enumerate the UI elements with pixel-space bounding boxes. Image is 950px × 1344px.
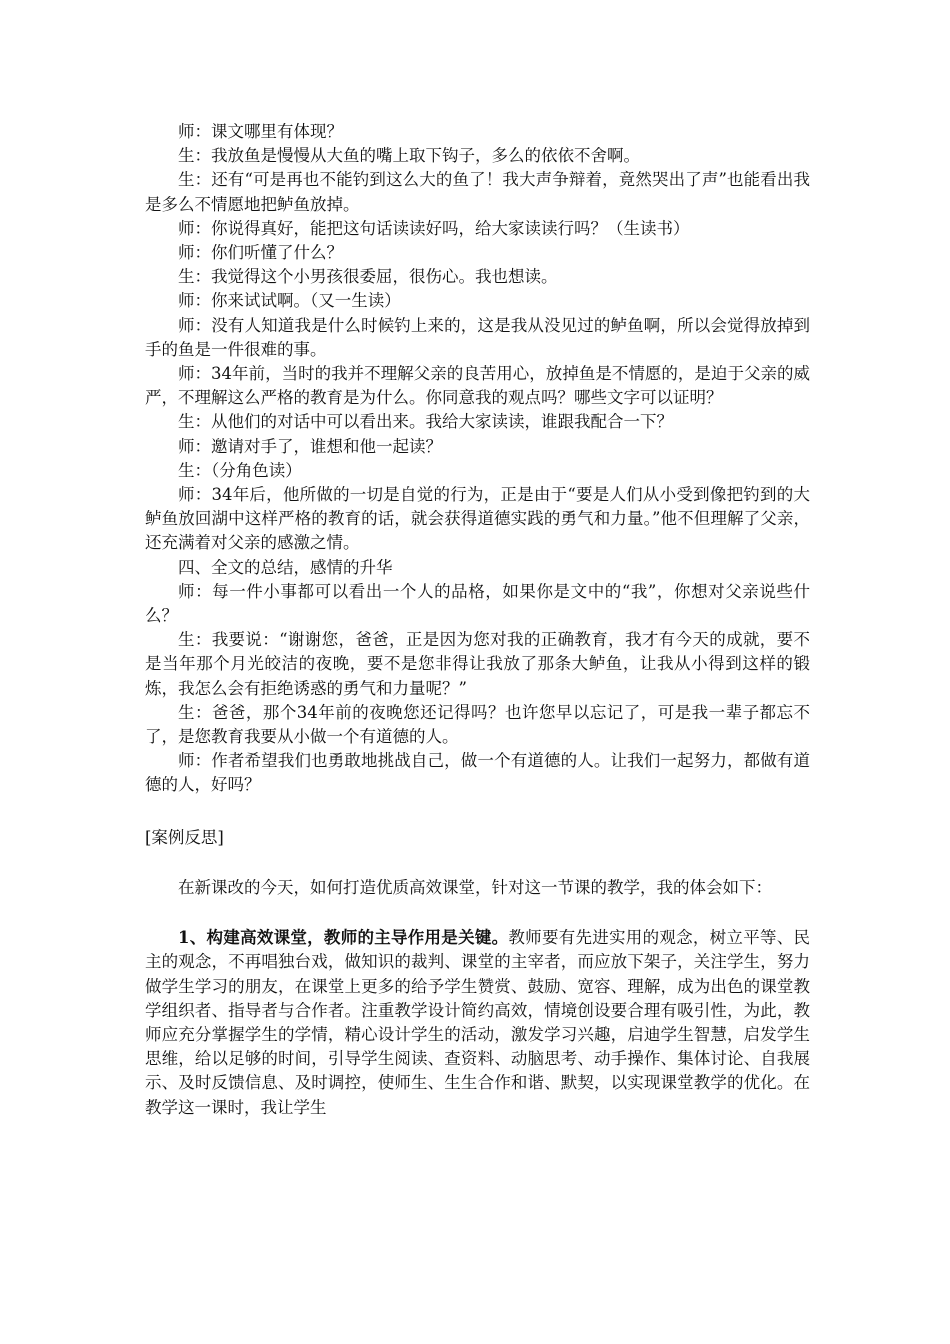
point-1-text: 教师要有先进实用的观念，树立平等、民主的观念，不再唱独台戏，做知识的裁判、课堂的主宰者，而应放下架子，关注学生，努力做学生学习的朋友，在课堂上更多的给予学生赞赏、鼓励、宽容、理解，成为出色的课堂教学组织者、指导者与合作者。注重教学设计简约高效，情境创设要合理有吸引性，为此，教师应充分掌握学生的学情，精心设计学生的活动，激发学习兴趣，启迪学生智慧，启发学生思维，给以足够的时间，引导学生阅读、查资料、动脑思考、动手操作、集体讨论、自我展示、及时反馈信息、及时调控，使师生、生生合作和谐、默契，以实现课堂教学的优化。在教学这一课时，我让学生 xyxy=(145,928,811,1117)
point-1-title: 1、构建高效课堂，教师的主导作用是关键。 xyxy=(178,928,509,948)
paragraph: 师：没有人知道我是什么时候钓上来的，这是我从没见过的鲈鱼啊，所以会觉得放掉到手的鱼是一件很难的事。 xyxy=(145,315,810,359)
document-page xyxy=(145,120,810,1120)
paragraph: 师：你们听懂了什么？ xyxy=(178,243,343,263)
case-reflection-heading: [案例反思] xyxy=(145,827,224,847)
paragraph: 师：你说得真好，能把这句话读读好吗，给大家读读行吗？（生读书） xyxy=(178,218,690,238)
paragraph: 师：每一件小事都可以看出一个人的品格，如果你是文中的“我”，你想对父亲说些什么？ xyxy=(145,581,810,626)
paragraph: 师：作者希望我们也勇敢地挑战自己，做一个有道德的人。让我们一起努力，都做有道德的人，好吗？ xyxy=(145,751,810,795)
paragraph: 生：还有“可是再也不能钓到这么大的鱼了！我大声争辩着，竟然哭出了声”也能看出我是多么不情愿地把鲈鱼放掉。 xyxy=(145,170,810,214)
paragraph: 生：我放鱼是慢慢从大鱼的嘴上取下钩子，多么的依依不舍啊。 xyxy=(178,146,640,166)
paragraph: 师：邀请对手了，谁想和他一起读？ xyxy=(178,436,442,456)
paragraph: 生：从他们的对话中可以看出来。我给大家读读，谁跟我配合一下？ xyxy=(178,412,673,432)
paragraph: 生：爸爸，那个34年前的夜晚您还记得吗？也许您早以忘记了，可是我一辈子都忘不了，是您教育我要从小做一个有道德的人。 xyxy=(145,702,810,747)
paragraph: 生：（分角色读） xyxy=(178,460,302,480)
section-subheading: 四、全文的总结，感情的升华 xyxy=(178,557,393,577)
paragraph: 生：我觉得这个小男孩很委屈，很伤心。我也想读。 xyxy=(178,267,558,287)
paragraph: 生：我要说：“谢谢您，爸爸，正是因为您对我的正确教育，我才有今天的成就，要不是当年那个月光皎洁的夜晚，要不是您非得让我放了那条大鲈鱼，让我从小得到这样的锻炼，我怎么会有拒绝诱惑的勇气和力量呢？” xyxy=(145,630,810,698)
paragraph: 师：课文哪里有体现？ xyxy=(178,122,343,141)
reflection-intro: 在新课改的今天，如何打造优质高效课堂，针对这一节课的教学，我的体会如下： xyxy=(178,877,772,897)
paragraph: 师：你来试试啊。（又一生读） xyxy=(178,291,401,311)
paragraph: 师：34年前，当时的我并不理解父亲的良苦用心，放掉鱼是不情愿的，是迫于父亲的威严，不理解这么严格的教育是为什么。你同意我的观点吗？哪些文字可以证明？ xyxy=(145,364,810,408)
reflection-point-1 xyxy=(145,926,810,1120)
paragraph: 师：34年后，他所做的一切是自觉的行为，正是由于“要是人们从小受到像把钓到的大鲈鱼放回湖中这样严格的教育的话，就会获得道德实践的勇气和力量。”他不但理解了父亲，还充满着对父亲的感激之情。 xyxy=(145,485,810,553)
